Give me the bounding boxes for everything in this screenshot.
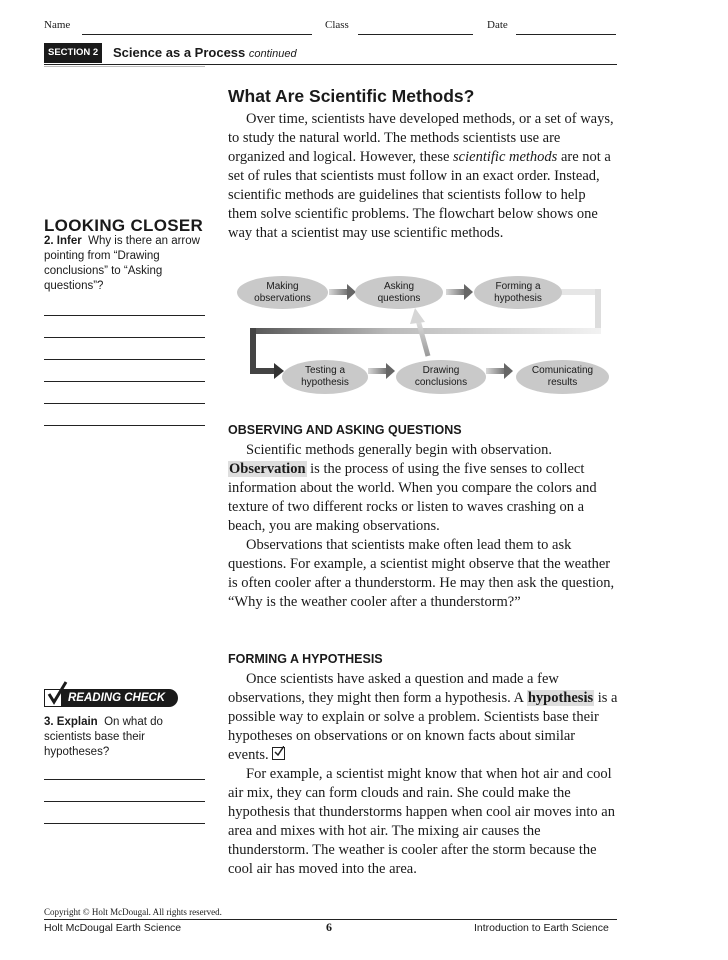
name-label: Name	[44, 19, 71, 31]
reading-check-label: READING CHECK	[68, 692, 166, 704]
question-3	[44, 715, 206, 760]
page-title: What Are Scientific Methods?	[228, 86, 475, 106]
node-communicating-results	[516, 360, 609, 394]
answer-line[interactable]	[44, 359, 205, 360]
reading-check-badge	[44, 688, 178, 708]
answer-line[interactable]	[44, 337, 205, 338]
arrow-2-3	[446, 284, 473, 300]
question-2	[44, 234, 206, 294]
date-label: Date	[487, 19, 508, 31]
hyp-paragraph-2: For example, a scientist might know that when hot air and cool air mix, they can form clouds and rain. She could make the hypothesis that thunderstorms happen when cool air moves into an area and mixes with hot air. The mixing air causes the thunderstorm. The weather is cooler after the storm because the cool air has moved into the area.	[228, 766, 615, 877]
answer-line[interactable]	[44, 823, 205, 824]
node-4-line-2: hypothesis	[301, 377, 349, 388]
observing-section	[228, 441, 618, 612]
section-title-text: Science as a Process	[113, 45, 246, 60]
node-1-line-1: Making	[266, 280, 299, 292]
page-number: 6	[326, 920, 332, 934]
section-continued: continued	[248, 48, 297, 60]
question-2-text: Why is there an arrow pointing from “Drawing conclusions” to “Asking questions”?	[44, 235, 200, 292]
sidebar-rule	[44, 66, 205, 67]
node-4-line-1: Testing a	[304, 365, 346, 376]
publisher: Holt McDougal Earth Science	[44, 922, 182, 934]
answer-line[interactable]	[44, 315, 205, 316]
name-line[interactable]	[82, 34, 312, 35]
node-6-line-2: results	[547, 377, 578, 388]
checkmark-icon	[46, 680, 68, 706]
node-asking-questions	[355, 276, 443, 309]
copyright: Copyright © Holt McDougal. All rights reserved.	[44, 907, 222, 917]
node-testing-hypothesis	[282, 360, 368, 394]
hypothesis-section	[228, 670, 618, 879]
question-3-label: 3. Explain	[44, 716, 98, 728]
arrow-1-2	[329, 284, 356, 300]
node-1-line-2: observations	[254, 292, 311, 304]
term-hypothesis: hypothesis	[527, 690, 594, 706]
book-title: Introduction to Earth Science	[474, 922, 609, 934]
node-2-line-2: questions	[377, 292, 421, 304]
node-making-observations	[237, 276, 328, 309]
reading-check-checkbox-icon	[272, 747, 285, 760]
looking-closer-title: LOOKING CLOSER	[44, 216, 204, 235]
section-rule	[44, 64, 617, 65]
term-observation: Observation	[229, 461, 306, 477]
intro-text-2: are not a set of rules that scientists must follow in an exact order. Instead, scientific methods are guidelines that scientists follow to help them solve scientific problems. The flowchart below shows one way that a scientist may use scientific methods.	[228, 149, 611, 241]
node-5-line-1: Drawing	[422, 365, 460, 376]
answer-line[interactable]	[44, 425, 205, 426]
node-drawing-conclusions	[396, 360, 486, 394]
node-forming-hypothesis	[474, 276, 562, 309]
date-line[interactable]	[516, 34, 616, 35]
node-6-line-1: Comunicating	[531, 365, 594, 376]
class-line[interactable]	[358, 34, 473, 35]
arrow-5-6	[486, 363, 513, 379]
class-label: Class	[325, 19, 349, 31]
node-3-line-1: Forming a	[495, 280, 541, 292]
obs-text-2: is the process of using the five senses to collect information about the world. When you compare the colors and texture of two different rocks or listen to waves crashing on a beach, you are making observations.	[228, 461, 597, 534]
intro-italic-term: scientific methods	[453, 149, 558, 165]
hyp-text-1: Once scientists have asked a question and made a few observations, they might then form a hypothesis. A	[228, 671, 559, 706]
answer-line[interactable]	[44, 779, 205, 780]
looking-closer-box	[44, 218, 206, 294]
observing-heading: OBSERVING AND ASKING QUESTIONS	[228, 423, 462, 437]
node-2-line-1: Asking	[383, 280, 414, 292]
answer-line[interactable]	[44, 381, 205, 382]
arrow-4-5	[368, 363, 395, 379]
node-3-line-2: hypothesis	[494, 292, 542, 304]
obs-text-1: Scientific methods generally begin with observation.	[246, 442, 553, 458]
answer-line[interactable]	[44, 403, 205, 404]
intro-text-1: Over time, scientists have developed methods, or a set of ways, to study the natural world. The methods scientists use are organized and logical. However, these	[228, 111, 614, 165]
question-3-text: On what do scientists base their hypotheses?	[44, 716, 163, 758]
question-2-label: 2. Infer	[44, 235, 82, 247]
section-badge: SECTION 2	[44, 43, 102, 63]
answer-line[interactable]	[44, 801, 205, 802]
intro-paragraph	[228, 110, 618, 243]
obs-paragraph-2: Observations that scientists make often lead them to ask questions. For example, a scientist might observe that the weather is often cooler after a thunderstorm. He may then ask the question, “Why is the weather cooler after a thunderstorm?”	[228, 537, 615, 610]
hyp-text-2: is a possible way to explain or solve a problem. Scientists base their hypotheses on observations or on known facts about similar events.	[228, 690, 618, 763]
section-title	[113, 43, 297, 64]
hypothesis-heading: FORMING A HYPOTHESIS	[228, 652, 383, 666]
node-5-line-2: conclusions	[414, 377, 468, 388]
